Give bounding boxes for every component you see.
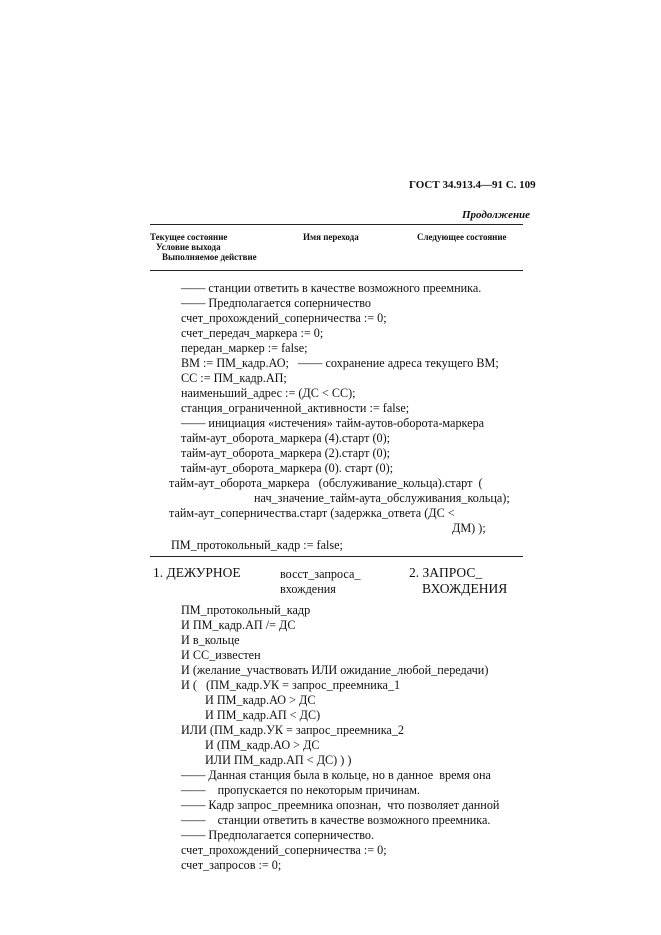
code-line: И в_кольце (181, 633, 240, 647)
current-state: 1. ДЕЖУРНОЕ (153, 565, 241, 580)
next-state-cont: ВХОЖДЕНИЯ (422, 581, 508, 596)
code-line: ВМ := ПМ_кадр.АО; —— сохранение адреса текущего ВМ; (181, 356, 499, 370)
code-line: ИЛИ (ПМ_кадр.УК = запрос_преемника_2 (181, 723, 405, 737)
code-line: станция_ограниченной_активности := false; (181, 401, 410, 415)
code-line: тайм-аут_оборота_маркера (2).старт (0); (181, 446, 391, 460)
code-line: —— Предполагается соперничество. (181, 828, 375, 842)
code-line: И (желание_участвовать ИЛИ ожидание_любой_передачи) (181, 663, 489, 677)
code-line: тайм-аут_соперничества.старт (задержка_ответа (ДС < (169, 506, 455, 520)
code-line: счет_передач_маркера := 0; (181, 326, 324, 340)
code-line: И СС_известен (181, 648, 261, 662)
code-line: счет_прохождений_соперничества := 0; (181, 843, 387, 857)
code-line: СС := ПМ_кадр.АП; (181, 371, 287, 385)
code-line: передан_маркер := false; (181, 341, 308, 355)
col-next-state: Следующее состояние (417, 232, 507, 242)
code-line: —— Предполагается соперничество (181, 296, 371, 310)
code-line: —— станции ответить в качестве возможного преемника. (181, 813, 491, 827)
top-rule (150, 224, 523, 225)
code-line: тайм-аут_оборота_маркера (0). старт (0); (181, 461, 394, 475)
code-line: счет_запросов := 0; (181, 858, 282, 872)
next-state: 2. ЗАПРОС_ (409, 565, 483, 580)
code-line: тайм-аут_оборота_маркера (обслуживание_кольца).старт ( (169, 476, 483, 490)
code-line: тайм-аут_оборота_маркера (4).старт (0); (181, 431, 391, 445)
col-current-state: Текущее состояние (150, 232, 228, 242)
col-action: Выполняемое действие (162, 252, 257, 262)
code-line: И ПМ_кадр.АО > ДС (205, 693, 316, 707)
code-line: И ПМ_кадр.АП /= ДС (181, 618, 296, 632)
code-line: —— инициация «истечения» тайм-аутов-оборота-маркера (181, 416, 485, 430)
code-line: —— Кадр запрос_преемника опознан, что позволяет данной (181, 798, 500, 812)
code-line: ПМ_протокольный_кадр := false; (171, 538, 343, 552)
code-line: И ПМ_кадр.АП < ДС) (205, 708, 321, 722)
code-line: ДМ) ); (452, 521, 486, 535)
code-line: —— станции ответить в качестве возможного преемника. (181, 281, 482, 295)
col-transition-name: Имя перехода (303, 232, 359, 242)
header-rule (150, 270, 523, 271)
transition-name-cont: вхождения (280, 582, 336, 596)
code-line: ПМ_протокольный_кадр (181, 603, 311, 617)
code-line: нач_значение_тайм-аута_обслуживания_кольца); (254, 491, 510, 505)
code-line: ИЛИ ПМ_кадр.АП < ДС) ) ) (205, 753, 352, 767)
transition-name: восст_запроса_ (280, 567, 361, 581)
code-line: И (ПМ_кадр.АО > ДС (205, 738, 320, 752)
code-line: —— пропускается по некоторым причинам. (181, 783, 421, 797)
code-line: И ( (ПМ_кадр.УК = запрос_преемника_1 (181, 678, 401, 692)
code-line: —— Данная станция была в кольце, но в данное время она (181, 768, 491, 782)
page-header: ГОСТ 34.913.4—91 С. 109 (409, 179, 536, 191)
code-line: наименьший_адрес := (ДС < СС); (181, 386, 356, 400)
continuation-label: Продолжение (462, 209, 531, 221)
col-exit-condition: Условие выхода (156, 242, 221, 252)
section-rule (150, 556, 523, 557)
code-line: счет_прохождений_соперничества := 0; (181, 311, 387, 325)
